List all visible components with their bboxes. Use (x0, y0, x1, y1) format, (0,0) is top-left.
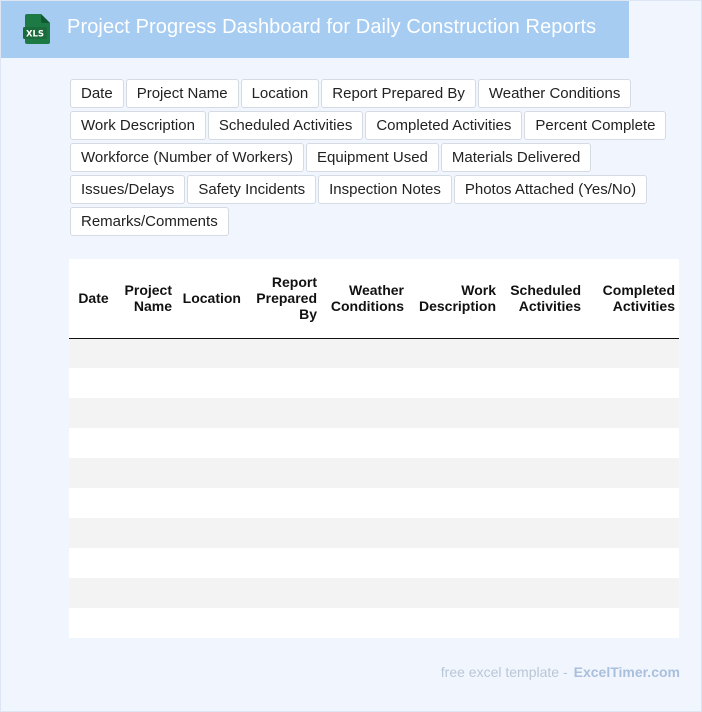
table-header-row (69, 259, 679, 338)
table-cell[interactable] (321, 548, 408, 578)
footer-prefix: free excel template - (440, 664, 568, 680)
table-cell[interactable] (585, 548, 679, 578)
table-cell[interactable] (176, 428, 245, 458)
table-cell[interactable] (245, 488, 321, 518)
table-cell[interactable] (176, 338, 245, 368)
table-cell[interactable] (408, 578, 500, 608)
field-chip[interactable]: Materials Delivered (441, 143, 591, 172)
column-header-line: Activities (612, 298, 675, 315)
column-header (585, 259, 679, 338)
table-cell[interactable] (408, 398, 500, 428)
table-cell[interactable] (500, 458, 585, 488)
table-cell[interactable] (245, 338, 321, 368)
field-chip[interactable]: Completed Activities (365, 111, 522, 140)
column-header-line: Weather (349, 282, 404, 299)
column-header-line: Date (78, 290, 109, 307)
table-cell[interactable] (176, 368, 245, 398)
column-header-line: By (299, 306, 317, 323)
table-cell[interactable] (585, 518, 679, 548)
column-header-line: Conditions (330, 298, 404, 315)
table-cell[interactable] (245, 578, 321, 608)
table-row (69, 608, 679, 638)
footer-credit (441, 664, 680, 680)
table-cell[interactable] (585, 458, 679, 488)
table-cell[interactable] (118, 548, 176, 578)
table-row (69, 488, 679, 518)
table-cell[interactable] (500, 428, 585, 458)
table-cell[interactable] (408, 458, 500, 488)
column-header-line: Scheduled (510, 282, 581, 299)
column-header-line: Activities (518, 298, 581, 315)
table-cell[interactable] (118, 608, 176, 638)
field-chip[interactable]: Weather Conditions (478, 79, 631, 108)
field-chip[interactable]: Workforce (Number of Workers) (70, 143, 304, 172)
table-cell[interactable] (69, 338, 118, 368)
table-cell[interactable] (500, 338, 585, 368)
table-cell[interactable] (500, 608, 585, 638)
table-cell[interactable] (118, 458, 176, 488)
table-cell[interactable] (69, 398, 118, 428)
table-cell[interactable] (321, 338, 408, 368)
table-cell[interactable] (585, 398, 679, 428)
column-header-line: Description (418, 298, 496, 315)
table-cell[interactable] (69, 578, 118, 608)
header-bar (1, 1, 629, 58)
table-cell[interactable] (408, 338, 500, 368)
data-table (69, 259, 679, 638)
column-header-line: Prepared (256, 290, 317, 307)
table-cell[interactable] (500, 488, 585, 518)
table-cell[interactable] (500, 548, 585, 578)
table-cell[interactable] (408, 548, 500, 578)
table-cell[interactable] (118, 518, 176, 548)
field-chip[interactable]: Inspection Notes (318, 175, 452, 204)
column-header-line: Completed (602, 282, 675, 299)
table-cell[interactable] (176, 518, 245, 548)
field-chip[interactable]: Location (241, 79, 320, 108)
table-cell[interactable] (408, 608, 500, 638)
excel-file-icon (23, 13, 52, 45)
field-chip[interactable]: Equipment Used (306, 143, 439, 172)
table-row (69, 518, 679, 548)
field-chip[interactable]: Percent Complete (524, 111, 666, 140)
table-cell[interactable] (176, 548, 245, 578)
table-cell[interactable] (585, 428, 679, 458)
table-cell[interactable] (321, 398, 408, 428)
table-cell[interactable] (69, 608, 118, 638)
field-chip[interactable]: Work Description (70, 111, 206, 140)
page-title: Project Progress Dashboard for Daily Construction Reports (67, 16, 597, 38)
table-row (69, 338, 679, 368)
table-cell[interactable] (245, 458, 321, 488)
table-row (69, 548, 679, 578)
table-cell[interactable] (500, 368, 585, 398)
table-cell[interactable] (118, 398, 176, 428)
column-header (500, 259, 585, 338)
field-chip[interactable]: Remarks/Comments (70, 207, 229, 236)
table-cell[interactable] (585, 578, 679, 608)
table-cell[interactable] (69, 488, 118, 518)
table-cell[interactable] (245, 518, 321, 548)
table-cell[interactable] (408, 428, 500, 458)
table-cell[interactable] (500, 578, 585, 608)
column-header (321, 259, 408, 338)
table-cell[interactable] (245, 608, 321, 638)
table-row (69, 368, 679, 398)
table-cell[interactable] (245, 548, 321, 578)
field-chip[interactable]: Safety Incidents (187, 175, 316, 204)
table-cell[interactable] (408, 488, 500, 518)
table-cell[interactable] (408, 368, 500, 398)
column-header (408, 259, 500, 338)
field-chip[interactable]: Issues/Delays (70, 175, 185, 204)
table-cell[interactable] (245, 368, 321, 398)
column-header-line: Name (133, 298, 172, 315)
table-cell[interactable] (500, 518, 585, 548)
column-header (245, 259, 321, 338)
table-cell[interactable] (321, 368, 408, 398)
table-cell[interactable] (69, 368, 118, 398)
table-cell[interactable] (118, 338, 176, 368)
table-cell[interactable] (176, 398, 245, 428)
table-cell[interactable] (176, 578, 245, 608)
footer-brand-link[interactable]: ExcelTimer.com (573, 664, 680, 680)
table-cell[interactable] (321, 608, 408, 638)
table-cell[interactable] (69, 518, 118, 548)
table-cell[interactable] (118, 428, 176, 458)
table-cell[interactable] (321, 578, 408, 608)
field-chip[interactable]: Report Prepared By (321, 79, 476, 108)
table-cell[interactable] (118, 368, 176, 398)
table-cell[interactable] (118, 578, 176, 608)
field-chip-list (70, 79, 680, 236)
table-cell[interactable] (69, 548, 118, 578)
column-header (176, 259, 245, 338)
table-row (69, 398, 679, 428)
table-cell[interactable] (500, 398, 585, 428)
table-cell[interactable] (321, 428, 408, 458)
table-row (69, 458, 679, 488)
table-cell[interactable] (585, 488, 679, 518)
column-header-line: Project (124, 282, 172, 299)
table-cell[interactable] (321, 518, 408, 548)
field-chip[interactable]: Date (70, 79, 124, 108)
table-cell[interactable] (321, 458, 408, 488)
table-cell[interactable] (585, 338, 679, 368)
column-header (69, 259, 118, 338)
table-cell[interactable] (585, 368, 679, 398)
table-cell[interactable] (245, 398, 321, 428)
table-cell[interactable] (176, 488, 245, 518)
table-cell[interactable] (245, 428, 321, 458)
table-cell[interactable] (176, 458, 245, 488)
table-cell[interactable] (321, 488, 408, 518)
table-cell[interactable] (176, 608, 245, 638)
table-cell[interactable] (408, 518, 500, 548)
table-cell[interactable] (69, 428, 118, 458)
table-row (69, 578, 679, 608)
svg-text:XLS: XLS (25, 29, 45, 40)
table-row (69, 428, 679, 458)
column-header-line: Report (271, 274, 317, 291)
column-header (118, 259, 176, 338)
column-header-line: Work (461, 282, 496, 299)
table-cell[interactable] (69, 458, 118, 488)
field-chip[interactable]: Project Name (126, 79, 239, 108)
table-cell[interactable] (118, 488, 176, 518)
field-chip[interactable]: Scheduled Activities (208, 111, 363, 140)
field-chip[interactable]: Photos Attached (Yes/No) (454, 175, 647, 204)
table-cell[interactable] (585, 608, 679, 638)
column-header-line: Location (182, 290, 241, 307)
